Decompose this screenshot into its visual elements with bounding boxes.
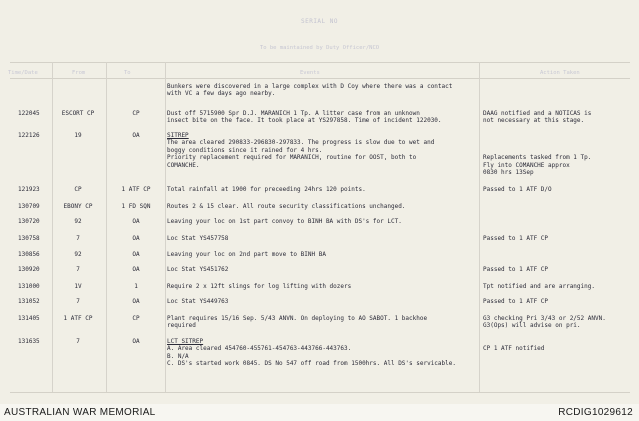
cell-time: 130856	[18, 251, 40, 258]
cell-to: OA	[132, 251, 140, 258]
cell-time: 131405	[18, 315, 40, 322]
cell-from: 7	[76, 266, 80, 273]
events-text: Loc Stat YS457758	[167, 235, 229, 242]
footer-reference: RCDIG1029612	[558, 407, 633, 418]
events-text: Leaving your loc on 2nd part move to BINH BA	[167, 251, 326, 258]
cell-action: G3 checking Pri 3/43 or 2/52 ANVN. G3(Ops) will advise on pri.	[483, 315, 606, 330]
cell-to: OA	[132, 338, 140, 345]
cell-from: 1 ATF CP	[63, 315, 93, 322]
cell-time: 131000	[18, 283, 40, 290]
cell-events	[167, 235, 475, 242]
cell-action: Passed to 1 ATF CP	[483, 298, 549, 305]
document-title: SERIAL NO	[300, 18, 338, 25]
document-subtitle: To be maintained by Duty Officer/NCO	[259, 45, 380, 51]
cell-from: ESCORT CP	[61, 110, 95, 117]
cell-time: 130920	[18, 266, 40, 273]
events-text: Leaving your loc on 1st part convoy to BINH BA with DS's for LCT.	[167, 218, 402, 225]
cell-to: CP	[132, 315, 140, 322]
events-text: Total rainfall at 1900 for preceeding 24hrs 120 points.	[167, 186, 366, 193]
cell-events	[167, 338, 475, 368]
top-rule	[10, 62, 630, 63]
column-header-events: Events	[300, 70, 320, 76]
events-text: Loc Stat YS451762	[167, 266, 229, 273]
events-text: A. Area cleared 454760-455761-454763-443766-443763. B. N/A C. DS's started work 0845. DS No 547 off road from 1500hrs. All DS's servicable.	[167, 345, 456, 368]
cell-from: 7	[76, 235, 80, 242]
cell-to: OA	[132, 298, 140, 305]
column-divider	[165, 62, 166, 392]
cell-action: Passed to 1 ATF CP	[483, 235, 549, 242]
cell-action: Replacements tasked from 1 Tp. Fly into COMANCHE approx 0830 hrs 13Sep	[483, 154, 592, 177]
cell-events	[167, 315, 475, 330]
column-divider	[479, 62, 480, 392]
header-rule	[10, 78, 630, 79]
sitrep-heading: SITREP	[167, 132, 189, 139]
cell-from: 7	[76, 338, 80, 345]
column-header-time: Time/Date	[8, 70, 38, 76]
cell-time: 131052	[18, 298, 40, 305]
cell-time: 130720	[18, 218, 40, 225]
column-header-action: Action Taken	[540, 70, 580, 76]
events-text: Loc Stat YS449763	[167, 298, 229, 305]
events-text: Bunkers were discovered in a large complex with D Coy where there was a contact with VC a few days ago nearby.	[167, 83, 453, 98]
cell-events	[167, 203, 475, 210]
cell-action: Passed to 1 ATF CP	[483, 266, 549, 273]
cell-to: 1	[134, 283, 138, 290]
events-text: Dust off 5715900 Spr D.J. MARANICH 1 Tp. A litter case from an unknown insect bite on the face. It took place at YS297858. Time of incident 122030.	[167, 110, 442, 125]
bottom-rule	[10, 392, 630, 393]
cell-events	[167, 186, 475, 193]
cell-events	[167, 283, 475, 290]
cell-from: 19	[74, 132, 82, 139]
cell-time: 121923	[18, 186, 40, 193]
column-header-to: To	[124, 70, 131, 76]
cell-to: 1 ATF CP	[121, 186, 151, 193]
cell-from: 92	[74, 218, 82, 225]
column-header-from: From	[72, 70, 86, 76]
cell-from: EBONY CP	[63, 203, 93, 210]
cell-to: CP	[132, 110, 140, 117]
cell-events	[167, 110, 475, 125]
events-text: The area cleared 290833-296830-297833. The progress is slow due to wet and boggy conditions since it rained for 4 hrs. Priority replacement required for MARANICH, routine for OOST, both to COMANCHE.	[167, 139, 435, 169]
cell-time: 130709	[18, 203, 40, 210]
cell-events	[167, 132, 475, 169]
cell-time: 131635	[18, 338, 40, 345]
cell-events	[167, 298, 475, 305]
cell-events	[167, 266, 475, 273]
cell-time: 122126	[18, 132, 40, 139]
events-text: Routes 2 & 15 clear. All route security classifications unchanged.	[167, 203, 406, 210]
cell-from: CP	[74, 186, 82, 193]
cell-action: Tpt notified and are arranging.	[483, 283, 595, 290]
cell-time: 130758	[18, 235, 40, 242]
sitrep-heading: LCT SITREP	[167, 338, 204, 345]
cell-to: 1 FD SQN	[121, 203, 151, 210]
events-text: Plant requires 15/16 Sep. 5/43 ANVN. On deploying to AO SABOT. 1 backhoe required	[167, 315, 428, 330]
events-text: Require 2 x 12ft slings for log lifting with dozers	[167, 283, 352, 290]
cell-to: OA	[132, 235, 140, 242]
cell-action: DAAG notified and a NOTICAS is not necessary at this stage.	[483, 110, 592, 125]
cell-to: OA	[132, 218, 140, 225]
cell-time: 122045	[18, 110, 40, 117]
footer-institution: AUSTRALIAN WAR MEMORIAL	[4, 407, 156, 418]
cell-events	[167, 251, 475, 258]
column-divider	[106, 62, 107, 392]
cell-from: 92	[74, 251, 82, 258]
cell-from: 1V	[74, 283, 82, 290]
cell-events	[167, 218, 475, 225]
cell-to: OA	[132, 266, 140, 273]
cell-events	[167, 83, 475, 98]
cell-to: OA	[132, 132, 140, 139]
cell-action: Passed to 1 ATF D/O	[483, 186, 552, 193]
cell-from: 7	[76, 298, 80, 305]
cell-action: CP 1 ATF notified	[483, 345, 545, 353]
